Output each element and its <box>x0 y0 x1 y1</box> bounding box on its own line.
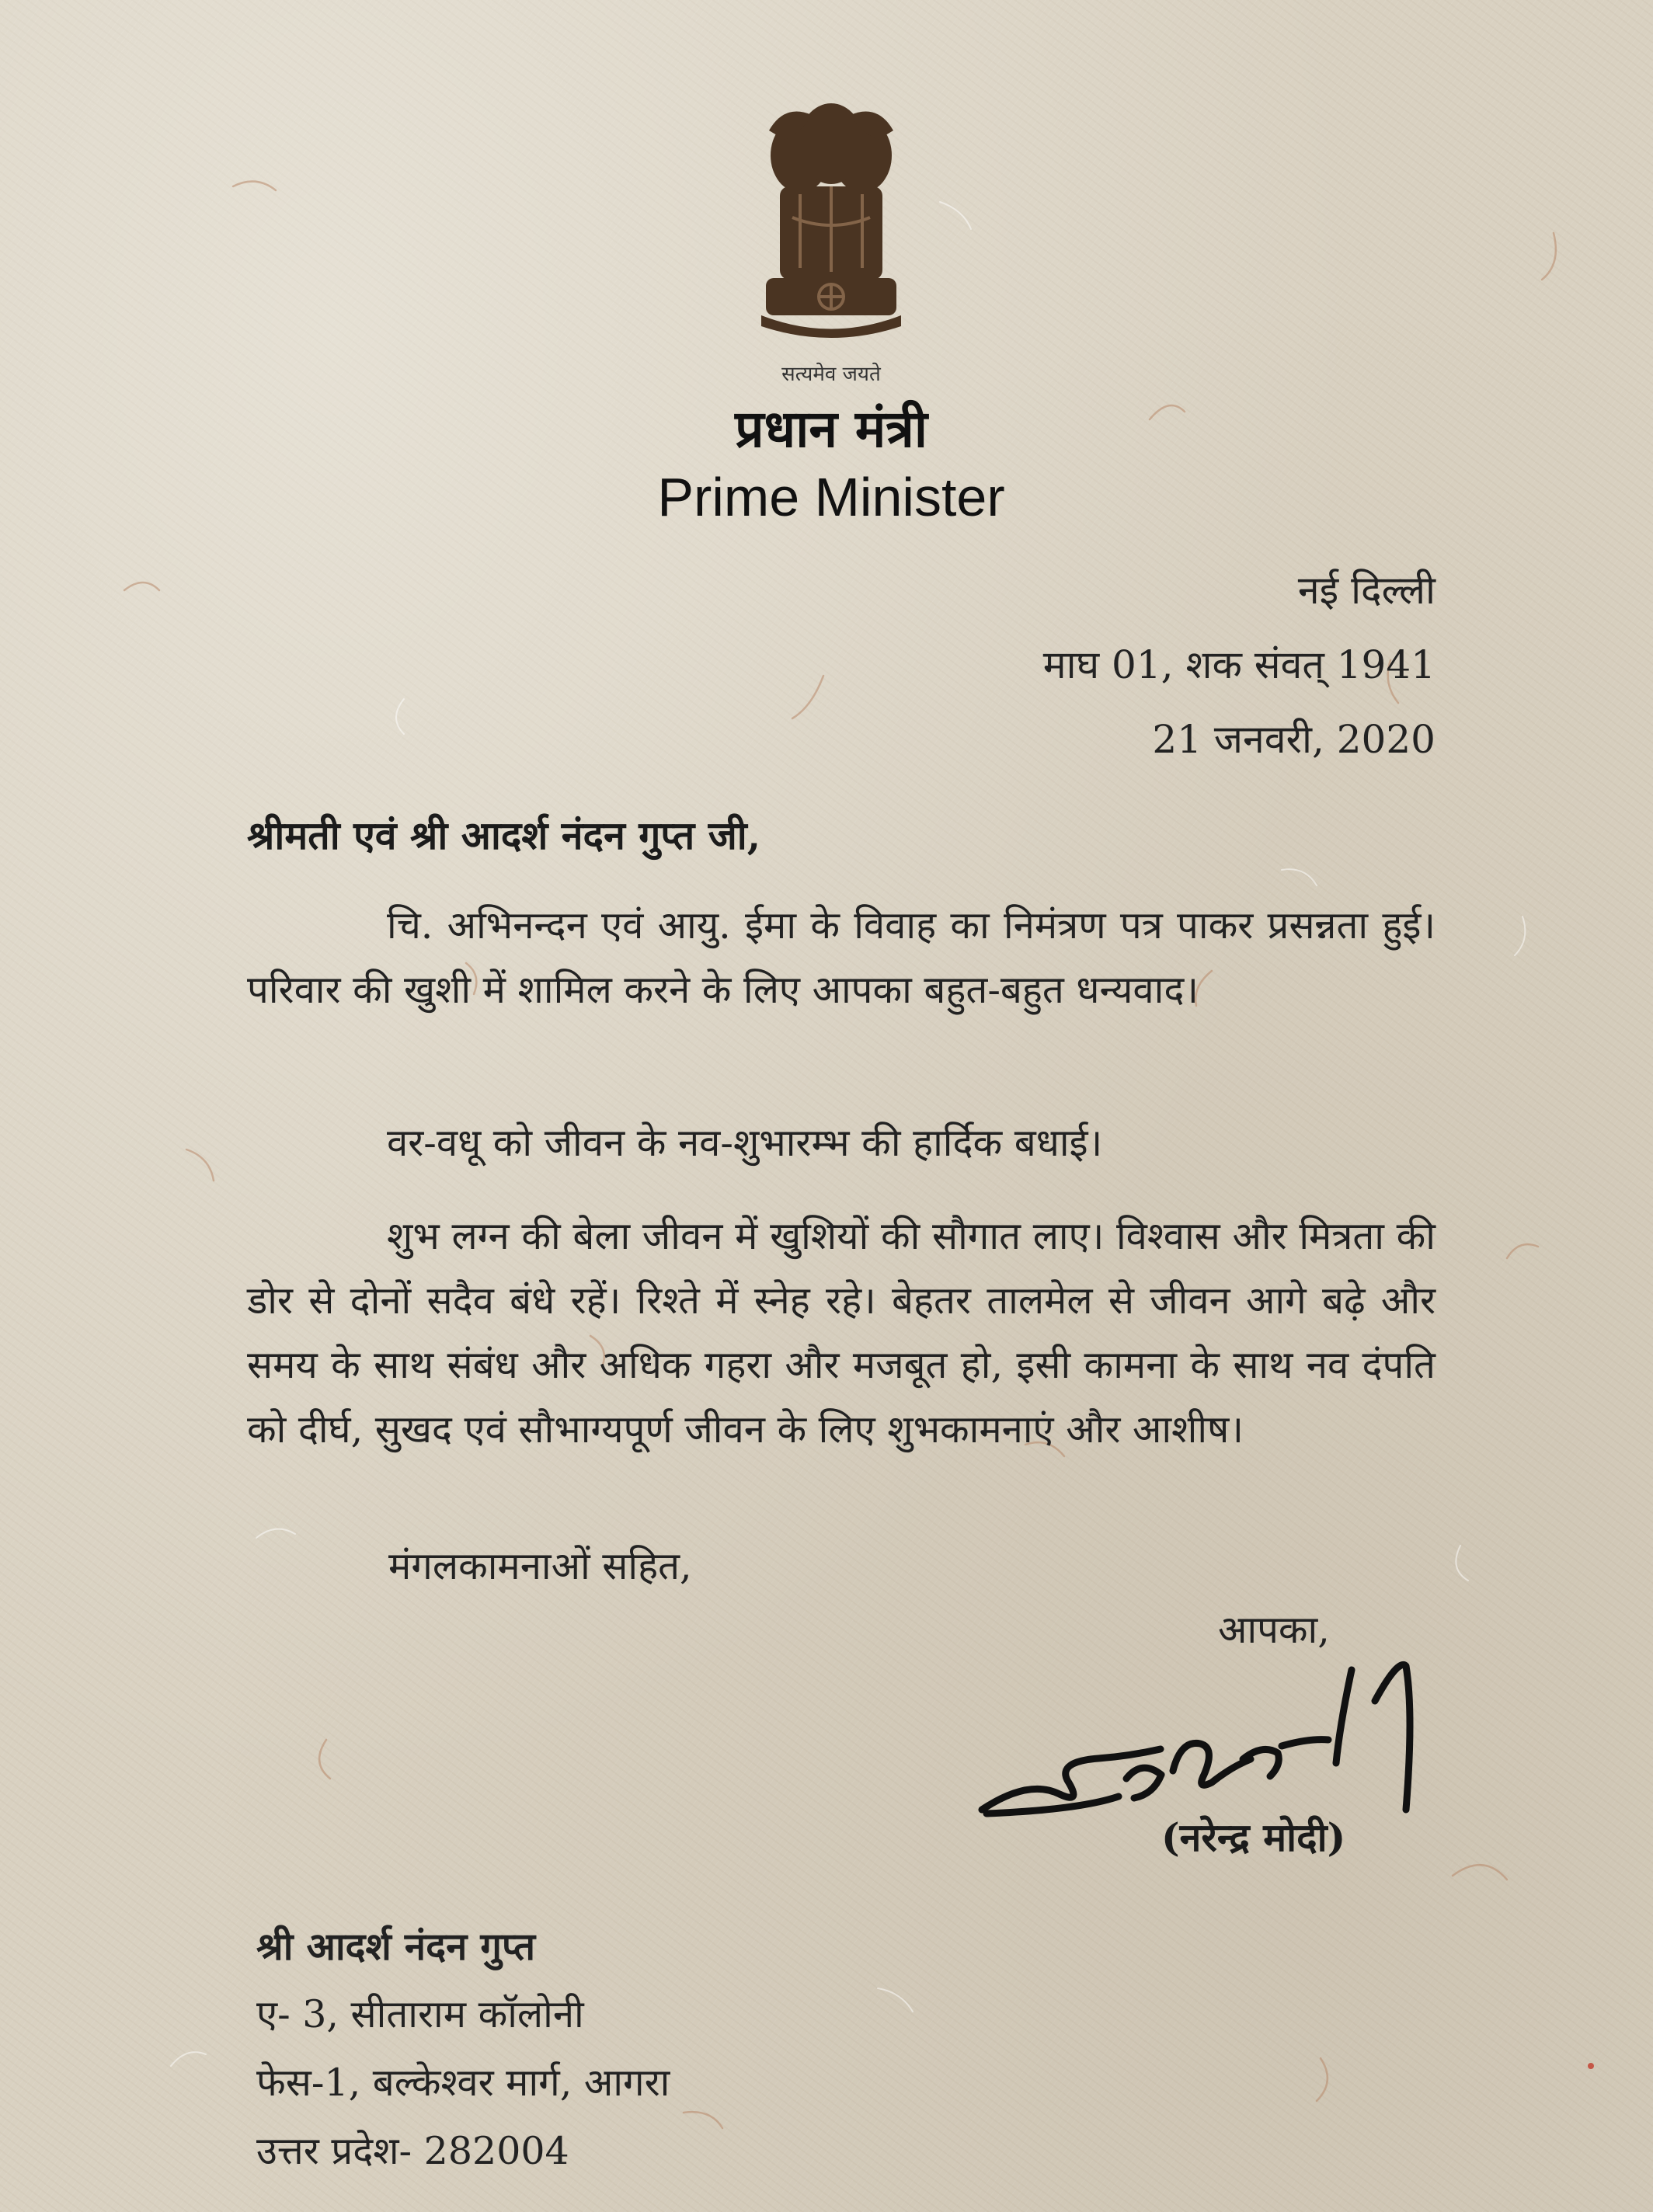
place: नई दिल्ली <box>1297 568 1436 613</box>
paragraph-text: शुभ लग्न की बेला जीवन में खुशियों की सौगात लाए। विश्वास और मित्रता की डोर से दोनों सदैव बंधे रहें। रिश्ते में स्नेह रहे। बेहतर तालमेल से जीवन आगे बढ़े और समय के साथ संबंध और अधिक गहरा और मजबूत हो, इसी कामना के साथ नव दंपति को दीर्घ, सुखद एवं सौभाग्यपूर्ण जीवन के लिए शुभकामनाएं और आशीष। <box>247 1214 1436 1452</box>
closing-line: मंगलकामनाओं सहित, <box>388 1544 692 1588</box>
title-hindi: प्रधान मंत्री <box>735 398 927 459</box>
saka-date: माघ 01, शक संवत् 1941 <box>1042 642 1436 687</box>
salutation: श्रीमती एवं श्री आदर्श नंदन गुप्त जी, <box>247 812 761 858</box>
emblem-motto: सत्यमेव जयते <box>781 363 881 386</box>
paragraph-wishes <box>247 1204 1436 1462</box>
title-english: Prime Minister <box>657 467 1005 527</box>
signatory-name: (नरेन्द्र मोदी) <box>1161 1814 1346 1860</box>
address-line-3: उत्तर प्रदेश- 282004 <box>256 2129 569 2173</box>
address-line-2: फेस-1, बल्केश्वर मार्ग, आगरा <box>256 2061 670 2105</box>
address-line-1: ए- 3, सीताराम कॉलोनी <box>256 1992 584 2036</box>
paragraph-text: चि. अभिनन्दन एवं आयु. ईमा के विवाह का निमंत्रण पत्र पाकर प्रसन्नता हुई। परिवार की खुशी में शामिल करने के लिए आपका बहुत-बहुत धन्यवाद। <box>247 903 1436 1012</box>
paragraph-invitation <box>247 893 1436 1022</box>
paragraph-text: वर-वधू को जीवन के नव-शुभारम्भ की हार्दिक बधाई। <box>387 1121 1103 1165</box>
recipient-address <box>256 1912 670 2186</box>
national-emblem-icon <box>746 101 917 357</box>
paragraph-congratulations <box>247 1111 1436 1175</box>
yours-line: आपका, <box>1218 1608 1330 1652</box>
gregorian-date: 21 जनवरी, 2020 <box>1152 717 1436 762</box>
date-block <box>1043 553 1436 777</box>
address-name: श्री आदर्श नंदन गुप्त <box>256 1924 535 1969</box>
